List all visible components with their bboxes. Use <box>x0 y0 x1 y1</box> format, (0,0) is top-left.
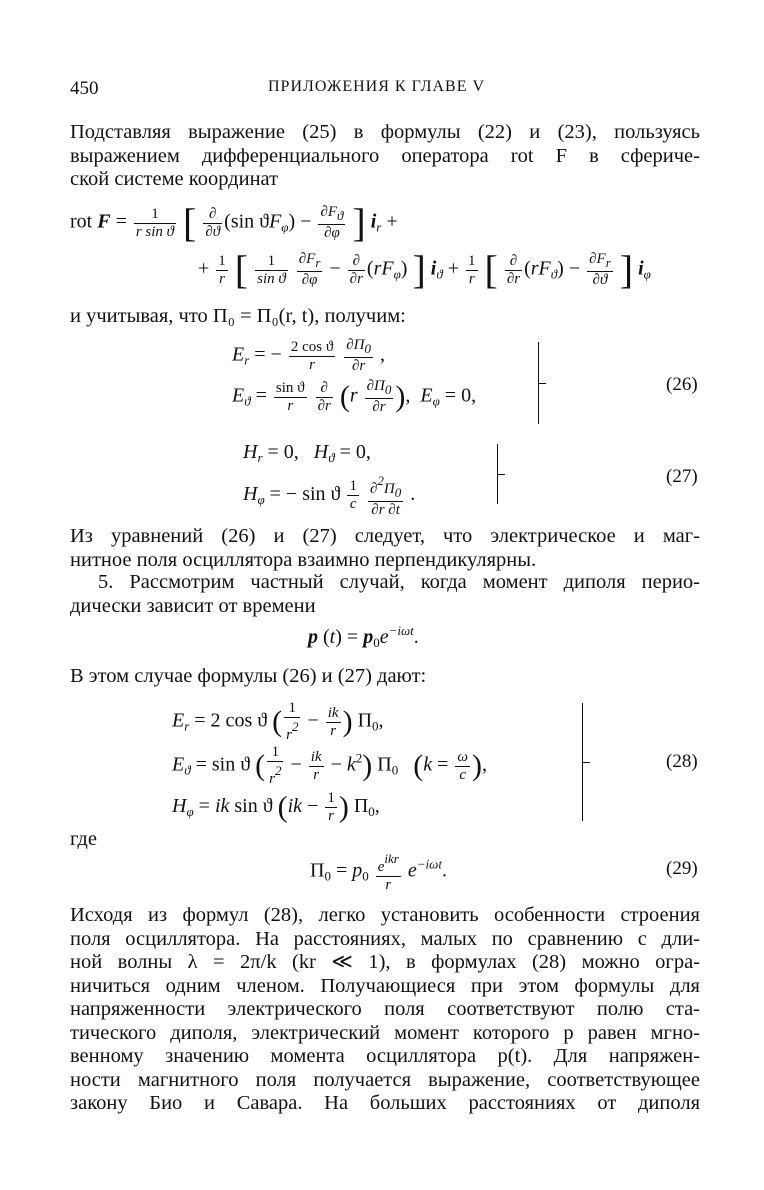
paragraph-special-case <box>70 571 700 618</box>
text-line: напряженности электрического поля соответствуют полю ста- <box>70 998 700 1020</box>
paragraph-perpendicular <box>70 525 700 572</box>
brace-26 <box>530 342 539 424</box>
text-line: Подставляя выражение (25) в формулы (22) и (23), пользуясь <box>70 121 700 143</box>
text-line: венному значению момента осциллятора p(t). Для напряжен- <box>70 1045 700 1067</box>
equation-dipole-moment: p $(t) = p_0e^{-i\omega t}$. <box>308 623 419 650</box>
text-line: поля осциллятора. На расстояниях, малых по сравнению с дли- <box>70 927 700 950</box>
equation-rot-line2: + $\frac{1}{r}$ [ $\frac{1}{\text{sin ϑ}}$ $\frac{\partial Fr}{\partial\varphi}$ − $\frac{\partial}{\partial r}$ $(rF_\varphi)$ ] $i_ϑ$ + $\frac{1}{r}$ [ $\frac{\partial}{\partial r}$ $(rF_ϑ)$ − $\frac{\partial Fr}{\partial ϑ}$ ] $i_\varphi$ <box>198 247 651 292</box>
text-line: ности магнитного поля получается выражение, соответствующее <box>70 1068 700 1091</box>
equation-Hr: $H_r = 0$, $H_ϑ = 0$, <box>243 441 371 465</box>
equation-Pi0: $\Pi_0 = p_0$ $\frac{\text{eikr}}{r}$ $e^{-i\omega t}$. <box>310 851 447 893</box>
equation-Etheta: $E_ϑ$ = $\frac{\text{sin ϑ}}{r}$ $\frac{\partial}{\partial r}$ (r $\frac{\partial\Pi 0}{\partial r}$ ), $E_\varphi = 0$, <box>232 378 477 415</box>
brace-28 <box>574 703 583 821</box>
equation-Hphi-periodic: $H_\varphi$ = ik sin ϑ (ik − $\frac{1}{r}$ ) $\Pi_0$, <box>172 790 380 824</box>
text-line: тического диполя, электрический момент которого p равен мгно- <box>70 1021 700 1044</box>
text-line: 5. Рассмотрим частный случай, когда момент диполя перио- <box>98 571 700 593</box>
text-line: Из уравнений (26) и (27) следует, что электрическое и маг- <box>70 525 700 547</box>
text-line: ской системе координат <box>70 168 279 190</box>
text-line: нитное поля осциллятора взаимно перпендикулярны. <box>70 548 537 571</box>
equation-number-29: (29) <box>666 858 698 879</box>
equation-Er: $E_r$ = − $\frac{\text{2 cos ϑ}}{r}$ $\frac{\partial\Pi 0}{\partial r}$ , <box>232 337 386 374</box>
page-number: 450 <box>70 78 99 99</box>
running-title: ПРИЛОЖЕНИЯ К ГЛАВЕ V <box>268 78 486 95</box>
text-line: В этом случае формулы (26) и (27) дают: <box>70 665 427 687</box>
paragraph-formulas-give <box>70 665 700 689</box>
text-line: ной волны λ = 2π/k (kr ≪ 1), в формулах (28) можно огра- <box>70 951 700 973</box>
equation-Er-periodic: $E_r = 2$ cos ϑ ( $\frac{1}{r2}$ − $\frac{ik}{r}$ ) $\Pi_0$, <box>172 700 384 743</box>
text-line: ничиться одним членом. Получающиеся при этом формулы для <box>70 974 700 997</box>
equation-number-27: (27) <box>666 466 698 487</box>
word-where <box>70 828 700 852</box>
text-line: Исходя из формул (28), легко установить особенности строения <box>70 904 700 926</box>
text-line: и учитывая, что Π₀ = Π₀(r, t), получим: <box>70 305 406 327</box>
text-line: закону Био и Савара. На больших расстояниях от диполя <box>70 1092 700 1114</box>
equation-number-28: (28) <box>666 751 698 772</box>
brace-27 <box>489 444 498 504</box>
text-line: выражением дифференциального оператора rot F в сфериче- <box>70 144 700 167</box>
paragraph-given <box>70 305 700 329</box>
text-line: дически зависит от времени <box>70 594 316 617</box>
equation-number-26: (26) <box>666 374 698 395</box>
paragraph-intro <box>70 121 700 192</box>
paragraph-analysis <box>70 904 700 1116</box>
equation-Hphi: $H_\varphi$ = − sin ϑ $\frac{1}{c}$ $\frac{\partial 2\Pi 0}{\partial r \partial t}$ . <box>243 473 416 518</box>
text-line: где <box>70 828 97 850</box>
equation-Etheta-periodic: $E_ϑ = \sin ϑ$ ( $\frac{1}{r2}$ − $\frac{ik}{r}$ − $k^2$) $\Pi_0$ (k = $\frac{\omega}{c}$ ), <box>172 744 487 787</box>
equation-rot-line1: rot F = $\frac{1}{\text{r sin ϑ}}$ [ $\frac{\partial}{\partial ϑ}$ (sin $ϑF_\varphi$) − $\frac{\partial Fϑ}{\partial\varphi}$ ] $i_r$ + <box>70 200 398 245</box>
